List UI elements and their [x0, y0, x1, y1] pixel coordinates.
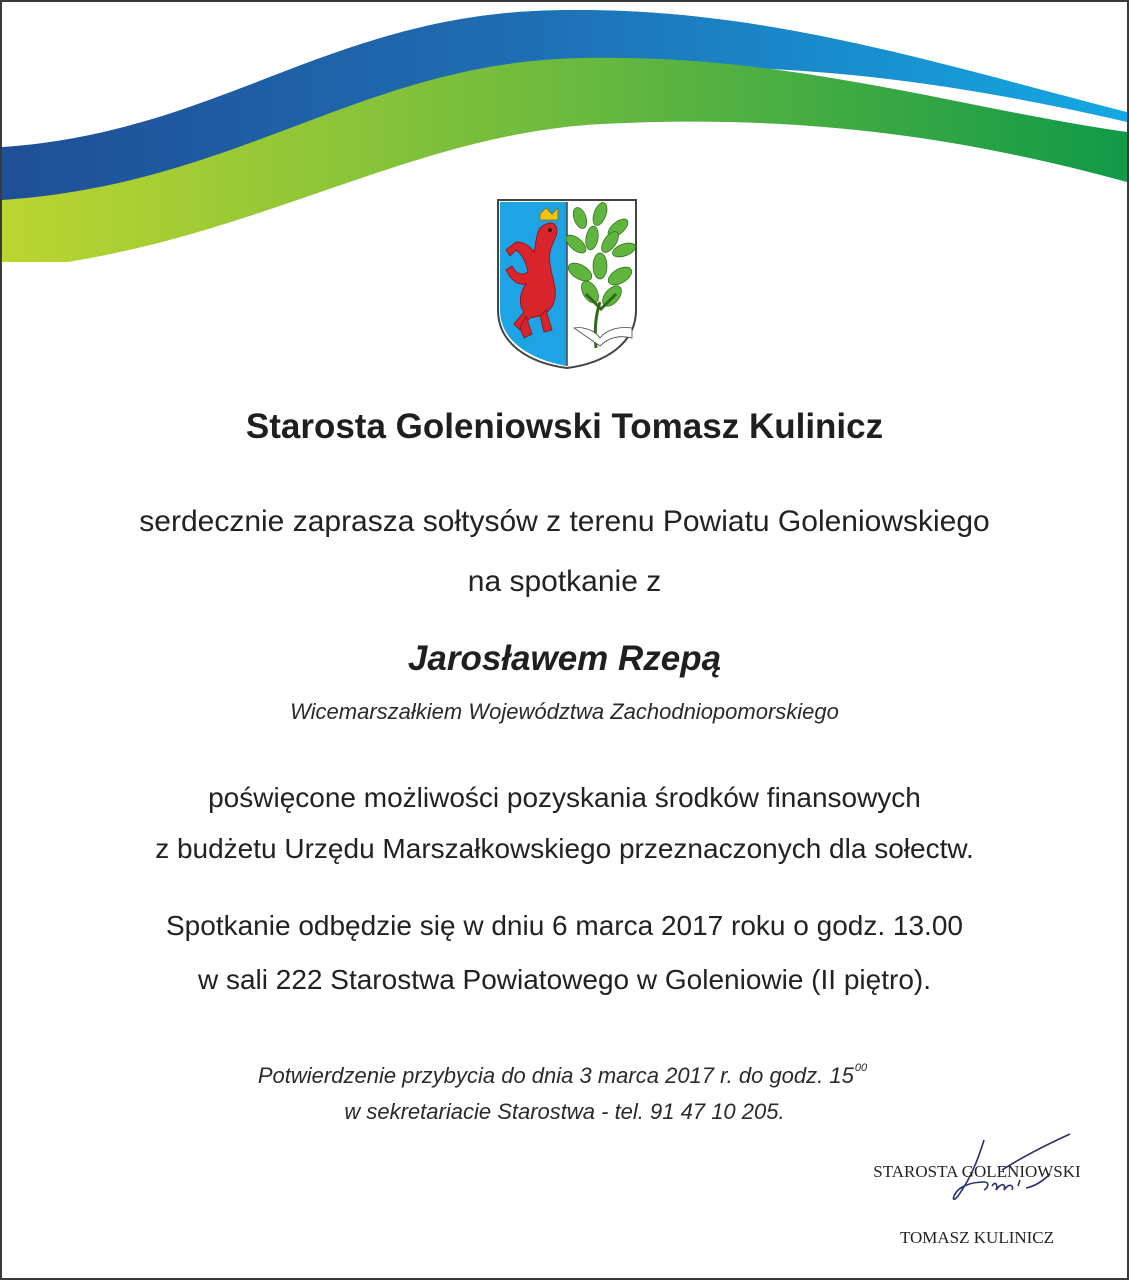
topic-line-2: z budżetu Urzędu Marszałkowskiego przeznaczonych dla sołectw.	[155, 833, 974, 864]
coat-of-arms-icon	[496, 198, 638, 370]
guest-name: Jarosławem Rzepą	[407, 639, 722, 678]
meeting-location: w sali 222 Starostwa Powiatowego w Goleniowie (II piętro).	[197, 964, 931, 995]
rsvp-deadline-text: Potwierdzenie przybycia do dnia 3 marca 2017 r. do godz. 15	[257, 1063, 854, 1088]
rsvp-contact: w sekretariacie Starostwa - tel. 91 47 10 205.	[344, 1099, 785, 1124]
signature-title: STAROSTA GOLENIOWSKI	[873, 1162, 1081, 1181]
invitation-text-continued: na spotkanie z	[467, 565, 662, 598]
signature-name: TOMASZ KULINICZ	[899, 1228, 1055, 1247]
rsvp-deadline	[0, 1062, 1125, 1089]
topic-line-1: poświęcone możliwości pozyskania środków finansowych	[208, 782, 921, 813]
page-title: Starosta Goleniowski Tomasz Kulinicz	[245, 407, 884, 446]
invitation-text: serdecznie zaprasza sołtysów z terenu Powiatu Goleniowskiego	[139, 505, 990, 538]
meeting-date-time: Spotkanie odbędzie się w dniu 6 marca 2017 roku o godz. 13.00	[166, 910, 963, 941]
guest-role: Wicemarszałkiem Województwa Zachodniopomorskiego	[290, 699, 839, 724]
rsvp-time-minutes: 00	[854, 1062, 868, 1074]
